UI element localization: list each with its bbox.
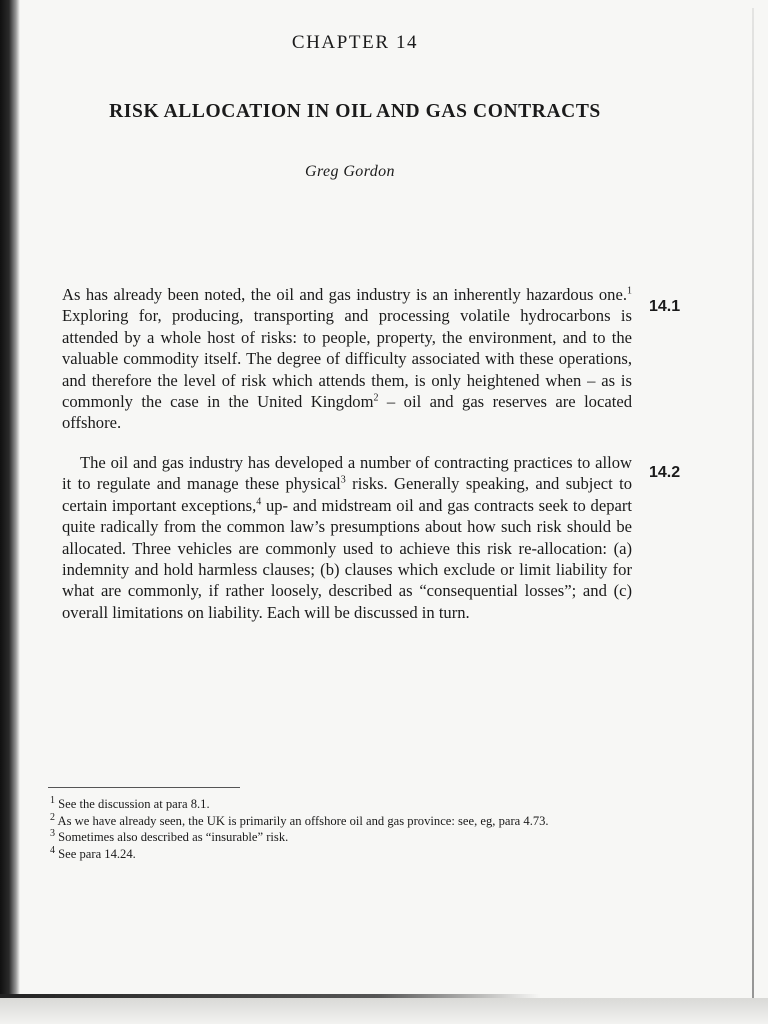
footnotes <box>50 794 610 863</box>
footnote-text: As we have already seen, the UK is primarily an offshore oil and gas province: see, eg, para 4.73. <box>57 813 549 828</box>
footnote-mark: 1 <box>50 794 55 806</box>
footnote-ref-1: 1 <box>627 285 632 297</box>
paragraph-text: The oil and gas industry has developed a number of contracting practices to allow it to regulate and manage these physical <box>62 453 632 494</box>
footnote-mark: 2 <box>50 811 55 823</box>
paragraph-text: Exploring for, producing, transporting and processing volatile hydrocarbons is attended by a whole host of risks: to people, property, the environment, and to the valuable commodity itself. The degree of difficulty associated with these operations, and therefore the level of risk which attends them, is only heightened when – as is commonly the case in the United Kingdom <box>62 306 632 412</box>
scan-page-edge <box>752 8 754 998</box>
paragraph-text: – oil and gas reserves are located offshore. <box>62 392 632 433</box>
scan-bottom-margin <box>0 998 768 1024</box>
footnote-mark: 4 <box>50 844 55 856</box>
scan-binding-shadow <box>0 0 20 1004</box>
paragraph-text: risks. Generally speaking, and subject to certain important exceptions, <box>62 474 632 515</box>
footnote-ref-2: 2 <box>373 392 379 404</box>
footnote-mark: 3 <box>50 828 55 839</box>
paragraph-text: up- and midstream oil and gas contracts seek to depart quite radically from the common law’s presumptions about how such risk should be allocated. Three vehicles are commonly used to achieve this risk re-allocation: (a) indemnity and hold harmless clauses; (b) clauses which exclude or limit liability for what are commonly, if rather loosely, described as “consequential losses”; and (c) overall limitations on liability. Each will be discussed in turn. <box>62 495 632 622</box>
paragraph-number: 14.1 <box>649 298 681 315</box>
footnote <box>50 794 610 813</box>
footnote-text: See the discussion at para 8.1. <box>58 797 210 811</box>
author-name: Greg Gordon <box>305 163 395 180</box>
footnote-text: See para 14.24. <box>58 846 136 861</box>
paragraph-number: 14.2 <box>649 464 681 481</box>
footnote-ref-3: 3 <box>340 474 346 486</box>
footnote-divider <box>48 787 240 788</box>
paragraph-text: As has already been noted, the oil and gas industry is an inherently hazardous one. <box>62 285 627 304</box>
paragraph-14-2 <box>62 452 632 623</box>
chapter-title: RISK ALLOCATION IN OIL AND GAS CONTRACTS <box>109 101 601 122</box>
footnote <box>50 844 610 863</box>
footnote <box>50 830 610 846</box>
footnote <box>50 811 610 830</box>
paragraph-14-1 <box>62 284 632 434</box>
footnote-ref-4: 4 <box>256 496 262 508</box>
footnote-text: Sometimes also described as “insurable” risk. <box>58 830 289 845</box>
chapter-heading: CHAPTER 14 <box>291 32 419 53</box>
